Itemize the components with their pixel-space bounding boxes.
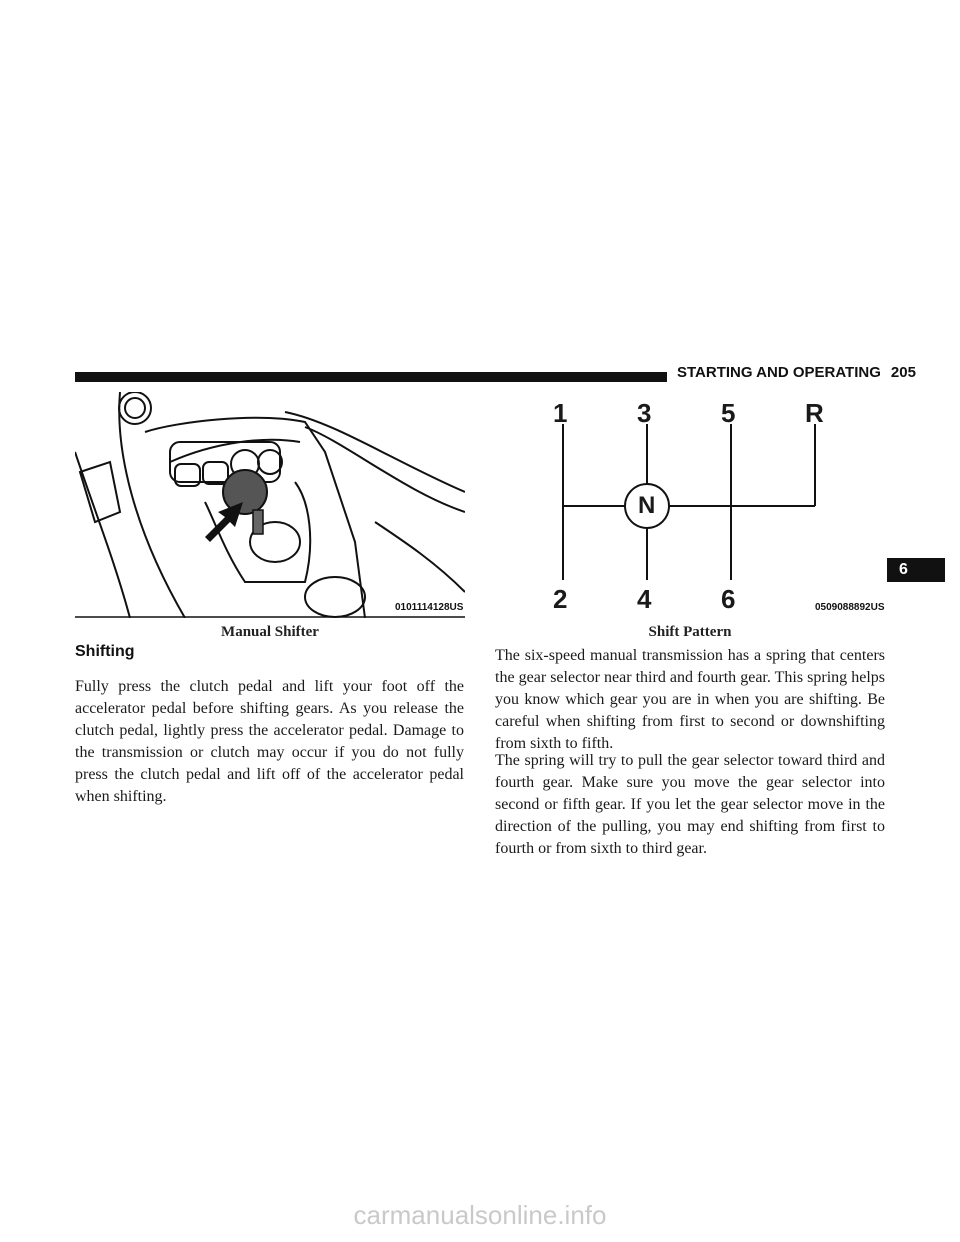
section-heading: Shifting [75, 643, 135, 660]
page-number: 205 [890, 364, 916, 381]
gear-label: 2 [553, 584, 568, 614]
gear-label: 4 [637, 584, 652, 614]
manual-shifter-illustration [75, 392, 465, 618]
manual-shifter-figure [75, 392, 465, 618]
figure-caption: Manual Shifter [221, 624, 319, 640]
figure-caption: Shift Pattern [648, 624, 732, 640]
arrow-icon [205, 502, 243, 542]
shift-pattern-figure [495, 392, 885, 618]
gear-label: R [805, 398, 824, 428]
gear-label: 6 [721, 584, 736, 614]
running-header [677, 364, 916, 381]
header-rule [75, 372, 667, 382]
watermark: carmanualsonline.info [353, 1200, 607, 1230]
body-paragraph: Fully press the clutch pedal and lift your foot off the accelerator pedal before shifting gears. As you release the clutch pedal, lightly press the accelerator pedal. Damage to the transmission or clutch may occur if you do not fully press the clutch pedal and lift off of the accelerator pedal when shifting. [75, 678, 464, 805]
figure-code: 0509088892US [815, 602, 885, 613]
gear-label: 1 [553, 398, 568, 428]
gear-label: 3 [637, 398, 652, 428]
figure-code: 0101114128US [395, 602, 464, 613]
body-paragraph: The six-speed manual transmission has a spring that centers the gear selector near third and fourth gear. This spring helps you know which gear you are in when you are shifting. Be careful when shifting from first to second or downshifting from sixth to fifth. [495, 647, 885, 752]
chapter-tab: 6 [887, 558, 945, 582]
section-title: STARTING AND OPERATING [677, 364, 881, 381]
body-paragraph: The spring will try to pull the gear selector toward third and fourth gear. Make sure you move the gear selector into second or fifth gear. If you let the gear selector move in the direction of the pulling, you may end shifting from first to fourth or from sixth to third gear. [495, 752, 885, 857]
gear-label: 5 [721, 398, 736, 428]
neutral-label: N [638, 492, 656, 519]
